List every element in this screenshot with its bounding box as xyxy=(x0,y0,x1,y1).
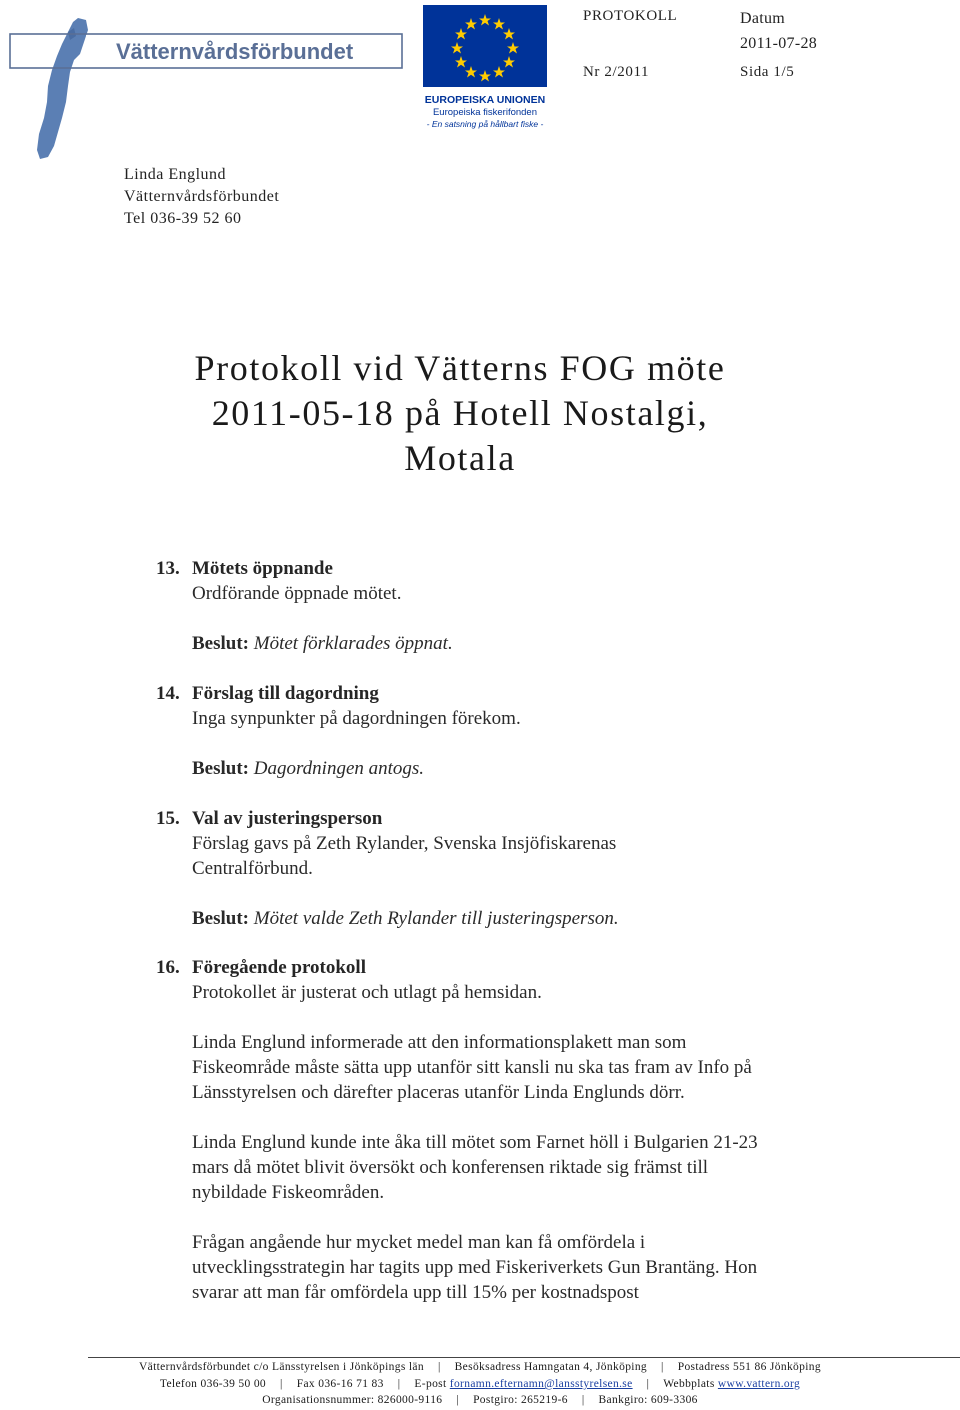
footer-email-link[interactable]: fornamn.efternamn@lansstyrelsen.se xyxy=(449,1378,633,1390)
decision: Beslut: Mötet valde Zeth Rylander till justeringsperson. xyxy=(192,908,619,929)
lake-vattern-icon xyxy=(37,18,88,159)
sender-block xyxy=(124,164,279,230)
page-number: Sida 1/5 xyxy=(740,64,795,80)
page-title: Protokoll vid Vätterns FOG möte 2011-05-18 på Hotell Nostalgi, Motala xyxy=(194,348,726,478)
agenda-item-text: Protokollet är justerat och utlagt på hemsidan. Linda Englund informerade att den informationsplakett man som Fiskeområde måste sätta upp utanför sitt kansli nu ska tas fram av Info på Länsstyrelsen och därefter placeras utanför Linda Englunds dörr. Linda Englund kunde inte åka till mötet som Farnet höll i Bulgarien 21-23 mars då mötet blivit översökt och konferensen riktade sig främst till nybildade Fiskeområden. Frågan angående hur mycket medel man kan få omfördela i utvecklingsstrategin har tagits upp med Fiskeriverkets Gun Brantäng. Hon svarar att man får omfördela upp till 15% per kostnadspost xyxy=(192,982,758,1303)
agenda-item-heading: 13. Mötets öppnande xyxy=(156,558,333,579)
footer-line-1: Vätternvårdsförbundet c/o Länsstyrelsen i Jönköpings län | Besöksadress Hamngatan 4, Jönköping | Postadress 551 86 Jönköping xyxy=(138,1361,822,1373)
agenda-item-13 xyxy=(156,556,796,656)
svg-text:EUROPEISKA UNIONEN: EUROPEISKA UNIONEN xyxy=(424,94,546,106)
decision: Beslut: Dagordningen antogs. xyxy=(192,758,425,779)
date-value: 2011-07-28 xyxy=(740,35,818,52)
sender-phone: Tel 036-39 52 60 xyxy=(124,210,242,227)
agenda-item-heading: 15. Val av justeringsperson xyxy=(156,808,383,829)
agenda-item-text: Förslag gavs på Zeth Rylander, Svenska Insjöfiskarenas Centralförbund. xyxy=(192,833,617,879)
footer-web-link[interactable]: www.vattern.org xyxy=(717,1378,801,1390)
protocol-number: Nr 2/2011 xyxy=(583,64,650,80)
org-logo-text: Vätternvårdsförbundet xyxy=(116,39,354,64)
agenda-item-heading: 16. Föregående protokoll xyxy=(156,957,366,978)
sender-org: Vätternvårdsförbundet xyxy=(124,188,280,205)
decision: Beslut: Mötet förklarades öppnat. xyxy=(192,633,453,654)
footer-line-2: Telefon 036-39 50 00 | Fax 036-16 71 83 | E-post fornamn.efternamn@lansstyrelsen.se | Webbplats www.vattern.org xyxy=(159,1378,801,1390)
vatternvardsforbundet-logo xyxy=(8,16,408,161)
doc-type: PROTOKOLL xyxy=(583,8,678,24)
footer-line-3: Organisationsnummer: 826000-9116 | Postgiro: 265219-6 | Bankgiro: 609-3306 xyxy=(262,1394,698,1406)
agenda-item-16 xyxy=(156,955,796,1305)
sender-name: Linda Englund xyxy=(124,166,227,183)
svg-text:- En satsning på hållbart fisk: - En satsning på hållbart fiske - xyxy=(426,119,544,129)
agenda-item-heading: 14. Förslag till dagordning xyxy=(156,683,379,704)
agenda-item-14 xyxy=(156,681,796,781)
agenda-item-text: Ordförande öppnade mötet. xyxy=(192,583,402,604)
agenda-item-15 xyxy=(156,806,796,931)
date-label: Datum xyxy=(740,10,786,27)
agenda-item-text: Inga synpunkter på dagordningen förekom. xyxy=(192,708,521,729)
svg-text:Europeiska fiskerifonden: Europeiska fiskerifonden xyxy=(432,107,538,118)
footer-divider xyxy=(88,1357,960,1358)
eu-logo xyxy=(420,5,552,131)
